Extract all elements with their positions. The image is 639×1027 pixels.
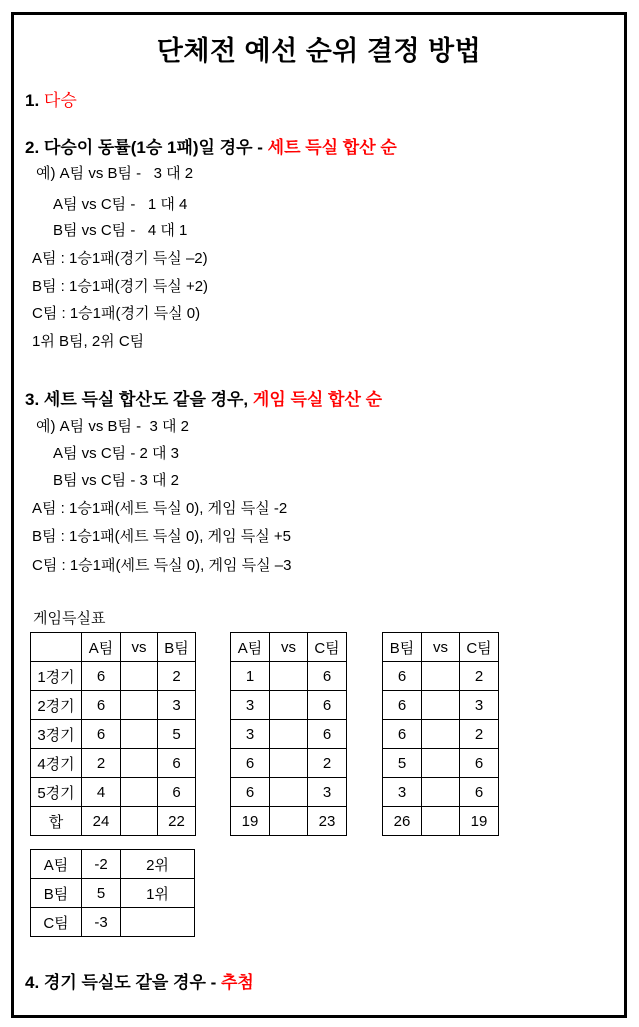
header-cell: C팀 — [460, 633, 499, 662]
cell — [422, 691, 460, 720]
table-row — [383, 720, 499, 749]
header-cell: vs — [121, 633, 158, 662]
header-cell: B팀 — [158, 633, 196, 662]
ranking-summary-table — [30, 849, 195, 937]
header-cell: A팀 — [82, 633, 121, 662]
cell: 4경기 — [31, 749, 82, 778]
header-cell: vs — [422, 633, 460, 662]
section-3-result-line: A팀 : 1승1패(세트 득실 0), 게임 득실 -2 — [32, 500, 288, 517]
score-table-a-vs-b — [30, 632, 196, 836]
cell — [422, 778, 460, 807]
cell: 6 — [308, 720, 347, 749]
section-3-result-line: B팀 : 1승1패(세트 득실 0), 게임 득실 +5 — [32, 528, 292, 545]
table-row — [31, 908, 195, 937]
cell: 1위 — [121, 879, 195, 908]
cell — [121, 908, 195, 937]
cell — [270, 807, 308, 836]
cell: 3 — [231, 691, 270, 720]
section-2-result-line: A팀 : 1승1패(경기 득실 –2) — [32, 250, 208, 267]
section-2-keyword: 세트 득실 합산 순 — [267, 138, 397, 157]
table-row — [231, 778, 347, 807]
section-1-number: 1. — [25, 91, 44, 110]
cell: 26 — [383, 807, 422, 836]
section-4-keyword: 추첨 — [220, 973, 254, 992]
cell: 합 — [31, 807, 82, 836]
section-2-heading — [25, 133, 397, 158]
cell: 3 — [383, 778, 422, 807]
table-row — [31, 807, 196, 836]
cell — [422, 662, 460, 691]
score-table-a-vs-c — [230, 632, 347, 836]
section-2-example-line: 예) A팀 vs B팀 - 3 대 2 — [36, 165, 194, 182]
cell: 6 — [383, 720, 422, 749]
cell — [422, 807, 460, 836]
section-1-keyword: 다승 — [43, 91, 77, 110]
score-table-b-vs-c — [382, 632, 499, 836]
cell: 3 — [231, 720, 270, 749]
section-3-example-line: 예) A팀 vs B팀 - 3 대 2 — [36, 418, 189, 435]
cell: 2 — [460, 720, 499, 749]
table-row — [383, 749, 499, 778]
section-3-text: 3. 세트 득실 합산도 같을 경우, — [25, 390, 253, 409]
cell — [121, 749, 158, 778]
table-row — [231, 749, 347, 778]
page-title: 단체전 예선 순위 결정 방법 — [156, 36, 482, 66]
table-row — [31, 879, 195, 908]
header-cell: C팀 — [308, 633, 347, 662]
cell — [422, 720, 460, 749]
section-3-example-line: B팀 vs C팀 - 3 대 2 — [53, 472, 179, 489]
cell — [270, 691, 308, 720]
header-cell: B팀 — [383, 633, 422, 662]
cell: 19 — [231, 807, 270, 836]
cell: 6 — [158, 749, 196, 778]
cell — [270, 720, 308, 749]
document-page — [11, 12, 627, 1018]
cell: 5 — [158, 720, 196, 749]
cell: 6 — [231, 749, 270, 778]
section-2-result-line: C팀 : 1승1패(경기 득실 0) — [32, 305, 201, 322]
cell: 2경기 — [31, 691, 82, 720]
section-2-result-line: B팀 : 1승1패(경기 득실 +2) — [32, 278, 209, 295]
section-4-text: 4. 경기 득실도 같을 경우 - — [25, 973, 221, 992]
cell — [270, 778, 308, 807]
cell: 2 — [82, 749, 121, 778]
cell: A팀 — [31, 850, 82, 879]
table-row — [31, 850, 195, 879]
cell: 23 — [308, 807, 347, 836]
cell: 6 — [82, 662, 121, 691]
table-row — [231, 662, 347, 691]
section-4-heading — [25, 968, 254, 993]
cell: 2위 — [121, 850, 195, 879]
cell: 22 — [158, 807, 196, 836]
section-2-example-line: B팀 vs C팀 - 4 대 1 — [53, 222, 188, 239]
cell: 6 — [383, 662, 422, 691]
section-3-example-line: A팀 vs C팀 - 2 대 3 — [53, 445, 179, 462]
table-row — [383, 662, 499, 691]
cell: 2 — [158, 662, 196, 691]
section-2-ranking-line: 1위 B팀, 2위 C팀 — [32, 333, 145, 350]
header-cell — [31, 633, 82, 662]
cell: 3 — [460, 691, 499, 720]
cell: 3 — [158, 691, 196, 720]
cell: 2 — [308, 749, 347, 778]
table-row — [383, 778, 499, 807]
cell: 6 — [158, 778, 196, 807]
cell: 6 — [231, 778, 270, 807]
table-row — [383, 807, 499, 836]
cell: 6 — [460, 778, 499, 807]
section-2-example-line: A팀 vs C팀 - 1 대 4 — [53, 196, 188, 213]
section-2-text: 2. 다승이 동률(1승 1패)일 경우 - — [25, 138, 268, 157]
game-score-tables-label: 게임득실표 — [33, 610, 106, 627]
section-3-keyword: 게임 득실 합산 순 — [252, 390, 383, 409]
section-3-heading — [25, 385, 382, 410]
cell — [121, 807, 158, 836]
table-row — [231, 691, 347, 720]
table-row — [31, 662, 196, 691]
cell: 2 — [460, 662, 499, 691]
header-cell: vs — [270, 633, 308, 662]
cell: 5경기 — [31, 778, 82, 807]
cell: 3경기 — [31, 720, 82, 749]
header-cell: A팀 — [231, 633, 270, 662]
cell — [270, 662, 308, 691]
cell: 6 — [308, 691, 347, 720]
cell: -2 — [82, 850, 121, 879]
table-row — [231, 633, 347, 662]
cell — [121, 662, 158, 691]
section-3-result-line: C팀 : 1승1패(세트 득실 0), 게임 득실 –3 — [32, 557, 292, 574]
table-row — [31, 633, 196, 662]
cell — [121, 720, 158, 749]
table-row — [231, 807, 347, 836]
table-row — [31, 691, 196, 720]
cell: 19 — [460, 807, 499, 836]
cell: -3 — [82, 908, 121, 937]
cell: 6 — [383, 691, 422, 720]
cell — [121, 691, 158, 720]
cell: 6 — [308, 662, 347, 691]
cell: 1 — [231, 662, 270, 691]
cell: 6 — [82, 720, 121, 749]
cell: 5 — [82, 879, 121, 908]
cell — [422, 749, 460, 778]
section-1-heading — [25, 86, 77, 111]
cell: 3 — [308, 778, 347, 807]
table-row — [31, 749, 196, 778]
cell: B팀 — [31, 879, 82, 908]
table-row — [383, 691, 499, 720]
table-row — [231, 720, 347, 749]
table-row — [31, 778, 196, 807]
table-row — [383, 633, 499, 662]
cell: 6 — [82, 691, 121, 720]
cell: 5 — [383, 749, 422, 778]
cell: 24 — [82, 807, 121, 836]
cell — [270, 749, 308, 778]
table-row — [31, 720, 196, 749]
cell: 4 — [82, 778, 121, 807]
cell: 6 — [460, 749, 499, 778]
cell: C팀 — [31, 908, 82, 937]
cell: 1경기 — [31, 662, 82, 691]
cell — [121, 778, 158, 807]
